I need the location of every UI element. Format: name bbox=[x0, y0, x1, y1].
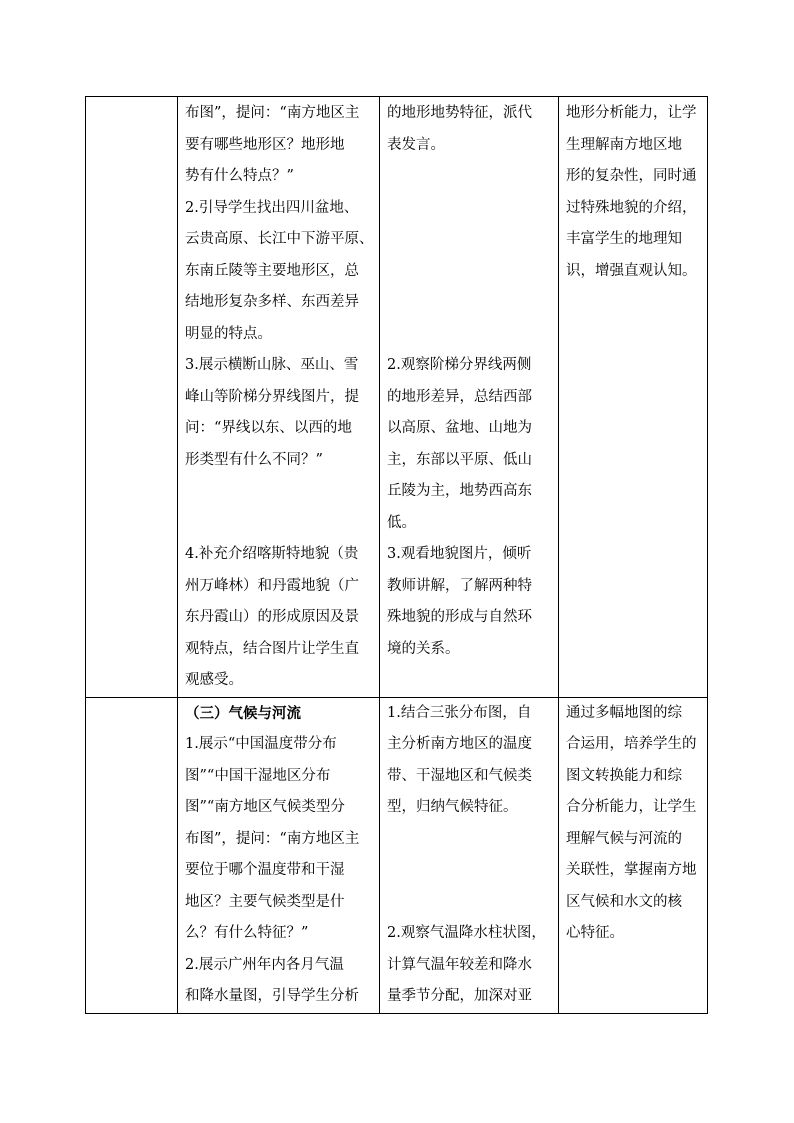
student-line: 的地形地势特征，派代 bbox=[387, 105, 532, 121]
student-line: 低。 bbox=[387, 514, 416, 531]
intent-line: 合分析能力，让学生 bbox=[566, 799, 697, 815]
intent-line: 识，增强直观认知。 bbox=[566, 262, 697, 279]
student-line: 1.结合三张分布图，自 bbox=[387, 704, 532, 721]
teacher-line: 势有什么特点？” bbox=[185, 168, 294, 184]
teacher-line: 要位于哪个温度带和干湿 bbox=[185, 862, 345, 878]
teacher-line: 结地形复杂多样、东西差异 bbox=[185, 294, 359, 310]
teacher-line: 东南丘陵等主要地形区，总 bbox=[185, 262, 359, 279]
teacher-line: 州万峰林）和丹霞地貌（广 bbox=[185, 577, 359, 594]
section-cell bbox=[86, 697, 178, 1013]
intent-line: 通过多幅地图的综 bbox=[566, 704, 682, 721]
teacher-line: 4.补充介绍喀斯特地貌（贵 bbox=[185, 546, 359, 562]
student-line: 殊地貌的形成与自然环 bbox=[387, 609, 532, 625]
student-activity-cell bbox=[380, 97, 559, 698]
teacher-line: 图”“南方地区气候类型分 bbox=[185, 799, 345, 815]
intent-line: 理解气候与河流的 bbox=[566, 830, 682, 847]
table-row bbox=[86, 97, 708, 698]
design-intent-cell bbox=[559, 97, 708, 698]
student-line: 丘陵为主，地势西高东 bbox=[387, 483, 532, 499]
student-line: 量季节分配，加深对亚 bbox=[387, 988, 532, 1004]
teacher-activity-cell bbox=[178, 97, 380, 698]
student-line: 带、干湿地区和气候类 bbox=[387, 767, 532, 784]
teacher-line: 2.展示广州年内各月气温 bbox=[185, 956, 344, 973]
student-line: 的地形差异，总结西部 bbox=[387, 388, 532, 405]
teacher-line: 和降水量图，引导学生分析 bbox=[185, 988, 359, 1004]
teacher-line: 图”“中国干湿地区分布 bbox=[185, 767, 331, 784]
teacher-line: 观感受。 bbox=[185, 672, 243, 688]
teacher-activity-cell bbox=[178, 697, 380, 1013]
teacher-line: 要有哪些地形区？地形地 bbox=[185, 136, 345, 153]
teacher-line: 问：“界线以东、以西的地 bbox=[185, 420, 352, 436]
teacher-line: 观特点，结合图片让学生直 bbox=[185, 640, 359, 657]
teacher-line: 地区？主要气候类型是什 bbox=[185, 893, 345, 910]
teacher-line: 布图”，提问：“南方地区主 bbox=[185, 105, 360, 121]
student-line: 3.观看地貌图片，倾听 bbox=[387, 546, 532, 562]
intent-line: 丰富学生的地理知 bbox=[566, 231, 682, 247]
teacher-line: 2.引导学生找出四川盆地、 bbox=[185, 199, 359, 216]
teacher-line: 明显的特点。 bbox=[185, 325, 272, 342]
teacher-line: 1.展示“中国温度带分布 bbox=[185, 736, 337, 752]
student-activity-cell bbox=[380, 697, 559, 1013]
table-row bbox=[86, 697, 708, 1013]
intent-line: 过特殊地貌的介绍， bbox=[566, 199, 697, 216]
student-line: 2.观察阶梯分界线两侧 bbox=[387, 357, 532, 373]
section-cell bbox=[86, 97, 178, 698]
intent-line: 心特征。 bbox=[566, 925, 624, 941]
design-intent-cell bbox=[559, 697, 708, 1013]
teacher-line: 形类型有什么不同？” bbox=[185, 451, 323, 468]
intent-line: 图文转换能力和综 bbox=[566, 767, 682, 784]
intent-line: 生理解南方地区地 bbox=[566, 136, 682, 153]
student-line: 表发言。 bbox=[387, 136, 445, 153]
intent-line: 形的复杂性，同时通 bbox=[566, 168, 697, 184]
intent-line: 关联性，掌握南方地 bbox=[566, 862, 697, 878]
intent-line: 地形分析能力，让学 bbox=[566, 105, 697, 121]
student-line: 2.观察气温降水柱状图， bbox=[387, 925, 546, 941]
teacher-line: 东丹霞山）的形成原因及景 bbox=[185, 609, 359, 625]
student-line: 境的关系。 bbox=[387, 640, 460, 657]
intent-line: 合运用，培养学生的 bbox=[566, 736, 697, 752]
student-line: 主，东部以平原、低山 bbox=[387, 451, 532, 468]
student-line: 教师讲解，了解两种特 bbox=[387, 577, 532, 594]
teacher-line: 云贵高原、长江中下游平原、 bbox=[185, 231, 374, 247]
teacher-line: 么？有什么特征？” bbox=[185, 925, 309, 941]
student-line: 主分析南方地区的温度 bbox=[387, 736, 532, 752]
student-line: 型，归纳气候特征。 bbox=[387, 799, 518, 815]
lesson-plan-table bbox=[85, 96, 708, 1014]
student-line: 计算气温年较差和降水 bbox=[387, 956, 532, 973]
teacher-line: 布图”，提问：“南方地区主 bbox=[185, 830, 360, 847]
student-line: 以高原、盆地、山地为 bbox=[387, 420, 532, 436]
intent-line: 区气候和水文的核 bbox=[566, 893, 682, 910]
section-heading: （三）气候与河流 bbox=[185, 704, 301, 722]
teacher-line: 峰山等阶梯分界线图片，提 bbox=[185, 388, 359, 405]
teacher-line: 3.展示横断山脉、巫山、雪 bbox=[185, 357, 359, 373]
